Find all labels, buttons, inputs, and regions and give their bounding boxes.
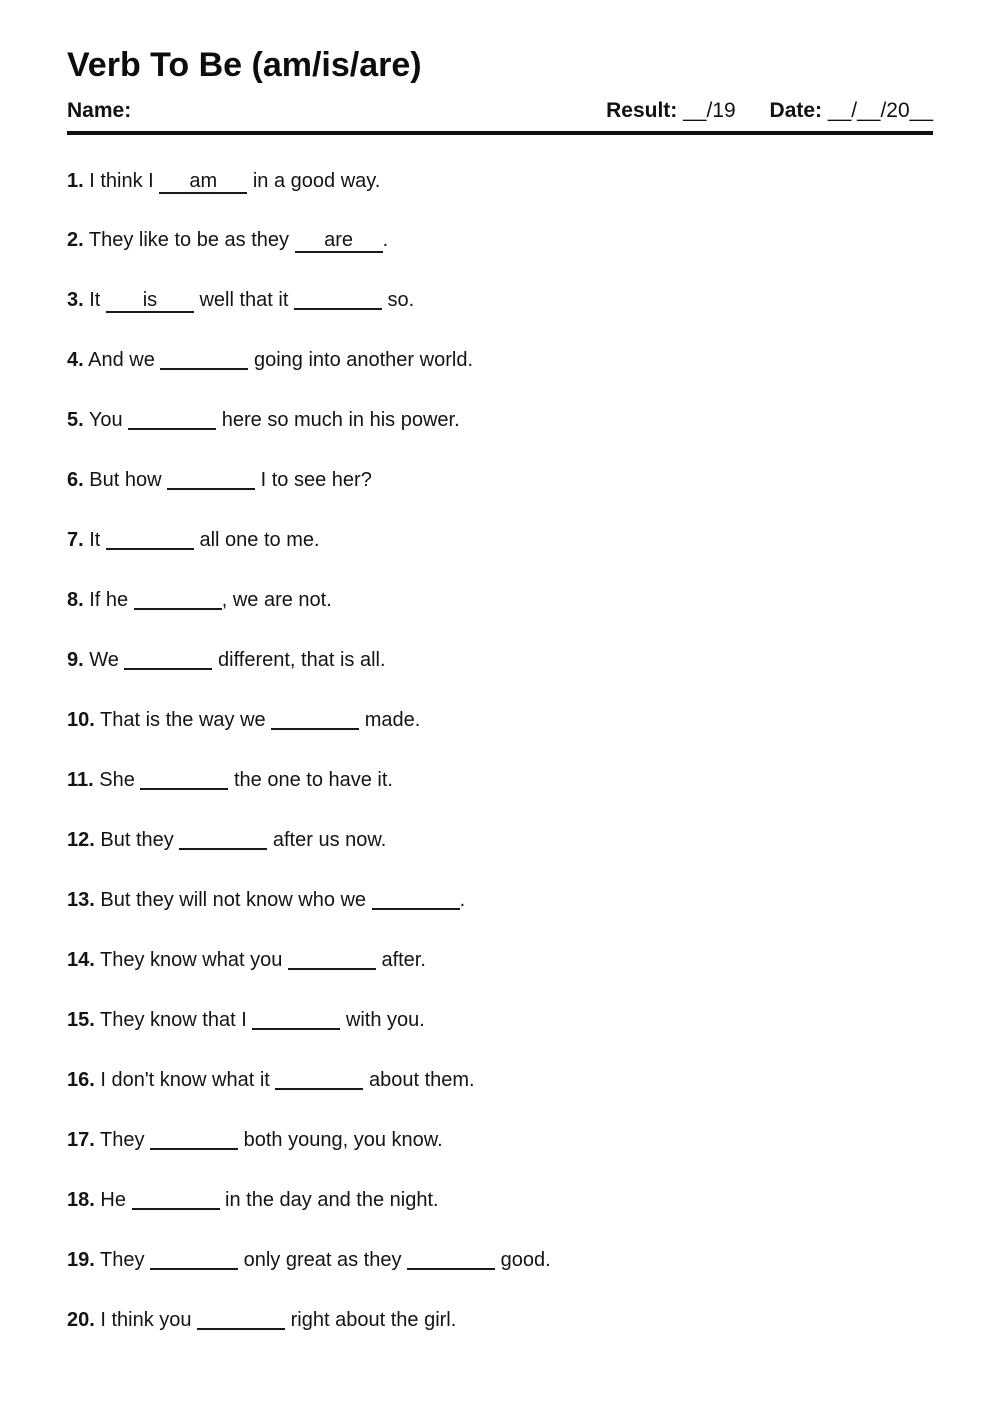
exercise-item [67,406,933,433]
sentence-text: both young, you know. [238,1129,443,1151]
sentence-text: in the day and the night. [219,1189,439,1211]
sentence-text: I think you [100,1309,198,1331]
sentence-text: after. [375,949,426,971]
exercise-item [67,586,933,613]
item-number: 13. [67,889,95,911]
exercise-item [67,346,933,373]
answer-blank-filled: is [106,289,194,313]
item-number: 4. [67,349,84,371]
sentence-text: And we [88,349,161,371]
sentence-text: They [100,1249,151,1271]
page-title: Verb To Be (am/is/are) [67,46,422,84]
sentence-text: That is the way we [100,709,272,731]
item-number: 6. [67,469,84,491]
exercise-item [67,286,933,313]
sentence-text: with you. [340,1009,425,1031]
result-value: __/19 [683,99,736,122]
answer-blank [288,946,376,970]
answer-blank-filled: am [159,170,247,194]
exercise-item [67,466,933,493]
exercise-item [67,766,933,793]
exercise-item [67,706,933,733]
answer-blank [407,1246,495,1270]
exercise-item [67,1186,933,1213]
answer-blank [275,1066,363,1090]
name-label: Name: [67,99,132,122]
sentence-text: They [100,1129,151,1151]
answer-blank [140,766,228,790]
exercise-item [67,886,933,913]
sentence-text: well that it [193,289,294,311]
sentence-text: about them. [363,1069,475,1091]
exercise-item [67,946,933,973]
sentence-text: He [100,1189,132,1211]
sentence-text: going into another world. [248,349,473,371]
answer-blank [179,826,267,850]
answer-blank [150,1126,238,1150]
sentence-text: so. [381,289,415,311]
sentence-text: in a good way. [247,170,381,192]
answer-blank [372,886,460,910]
sentence-text: the one to have it. [228,769,393,791]
exercise-item [67,1246,933,1273]
sentence-text: right about the girl. [285,1309,457,1331]
exercise-item [67,646,933,673]
sentence-text: I to see her? [255,469,372,491]
item-number: 5. [67,409,84,431]
exercise-list [67,168,933,1333]
item-number: 2. [67,229,84,251]
item-number: 10. [67,709,95,731]
sentence-text: . [382,229,389,251]
item-number: 8. [67,589,84,611]
sentence-text: here so much in his power. [216,409,460,431]
exercise-item [67,168,933,194]
exercise-item [67,826,933,853]
exercise-item [67,526,933,553]
sentence-text: . [459,889,466,911]
date-label: Date: [769,99,823,122]
item-number: 7. [67,529,84,551]
item-number: 3. [67,289,84,311]
item-number: 11. [67,769,94,791]
header-meta-row [67,99,933,123]
item-number: 15. [67,1009,95,1031]
sentence-text: only great as they [238,1249,408,1271]
sentence-text: made. [359,709,421,731]
answer-blank [132,1186,220,1210]
answer-blank [150,1246,238,1270]
exercise-item [67,1066,933,1093]
answer-blank [252,1006,340,1030]
sentence-text: She [99,769,141,791]
exercise-item [67,1006,933,1033]
header-divider [67,131,933,135]
item-number: 14. [67,949,95,971]
item-number: 1. [67,170,84,192]
result-label: Result: [606,99,678,122]
sentence-text: different, that is all. [212,649,386,671]
answer-blank [167,466,255,490]
sentence-text: good. [495,1249,551,1271]
answer-blank [271,706,359,730]
sentence-text: If he [89,589,134,611]
sentence-text: I think I [89,170,160,192]
answer-blank [160,346,248,370]
result-date-group [606,99,933,123]
name-field [67,99,131,123]
sentence-text: They know that I [100,1009,253,1031]
item-number: 19. [67,1249,95,1271]
item-number: 16. [67,1069,95,1091]
sentence-text: We [89,649,125,671]
sentence-text: They know what you [100,949,288,971]
sentence-text: But they [100,829,180,851]
sentence-text: all one to me. [193,529,320,551]
sentence-text: But how [89,469,168,491]
exercise-item [67,1126,933,1153]
answer-blank [134,586,222,610]
item-number: 18. [67,1189,95,1211]
exercise-item [67,227,933,253]
sentence-text: They like to be as they [88,229,295,251]
sentence-text: I don't know what it [100,1069,276,1091]
date-value: __/__/20__ [827,99,933,122]
answer-blank [294,286,382,310]
item-number: 20. [67,1309,95,1331]
item-number: 9. [67,649,84,671]
item-number: 17. [67,1129,95,1151]
exercise-item [67,1306,933,1333]
sentence-text: You [88,409,129,431]
answer-blank [124,646,212,670]
item-number: 12. [67,829,95,851]
sentence-text: , we are not. [221,589,332,611]
sentence-text: It [89,289,106,311]
answer-blank [128,406,216,430]
answer-blank [106,526,194,550]
answer-blank [197,1306,285,1330]
sentence-text: It [89,529,106,551]
sentence-text: after us now. [267,829,387,851]
answer-blank-filled: are [295,229,383,253]
sentence-text: But they will not know who we [100,889,372,911]
